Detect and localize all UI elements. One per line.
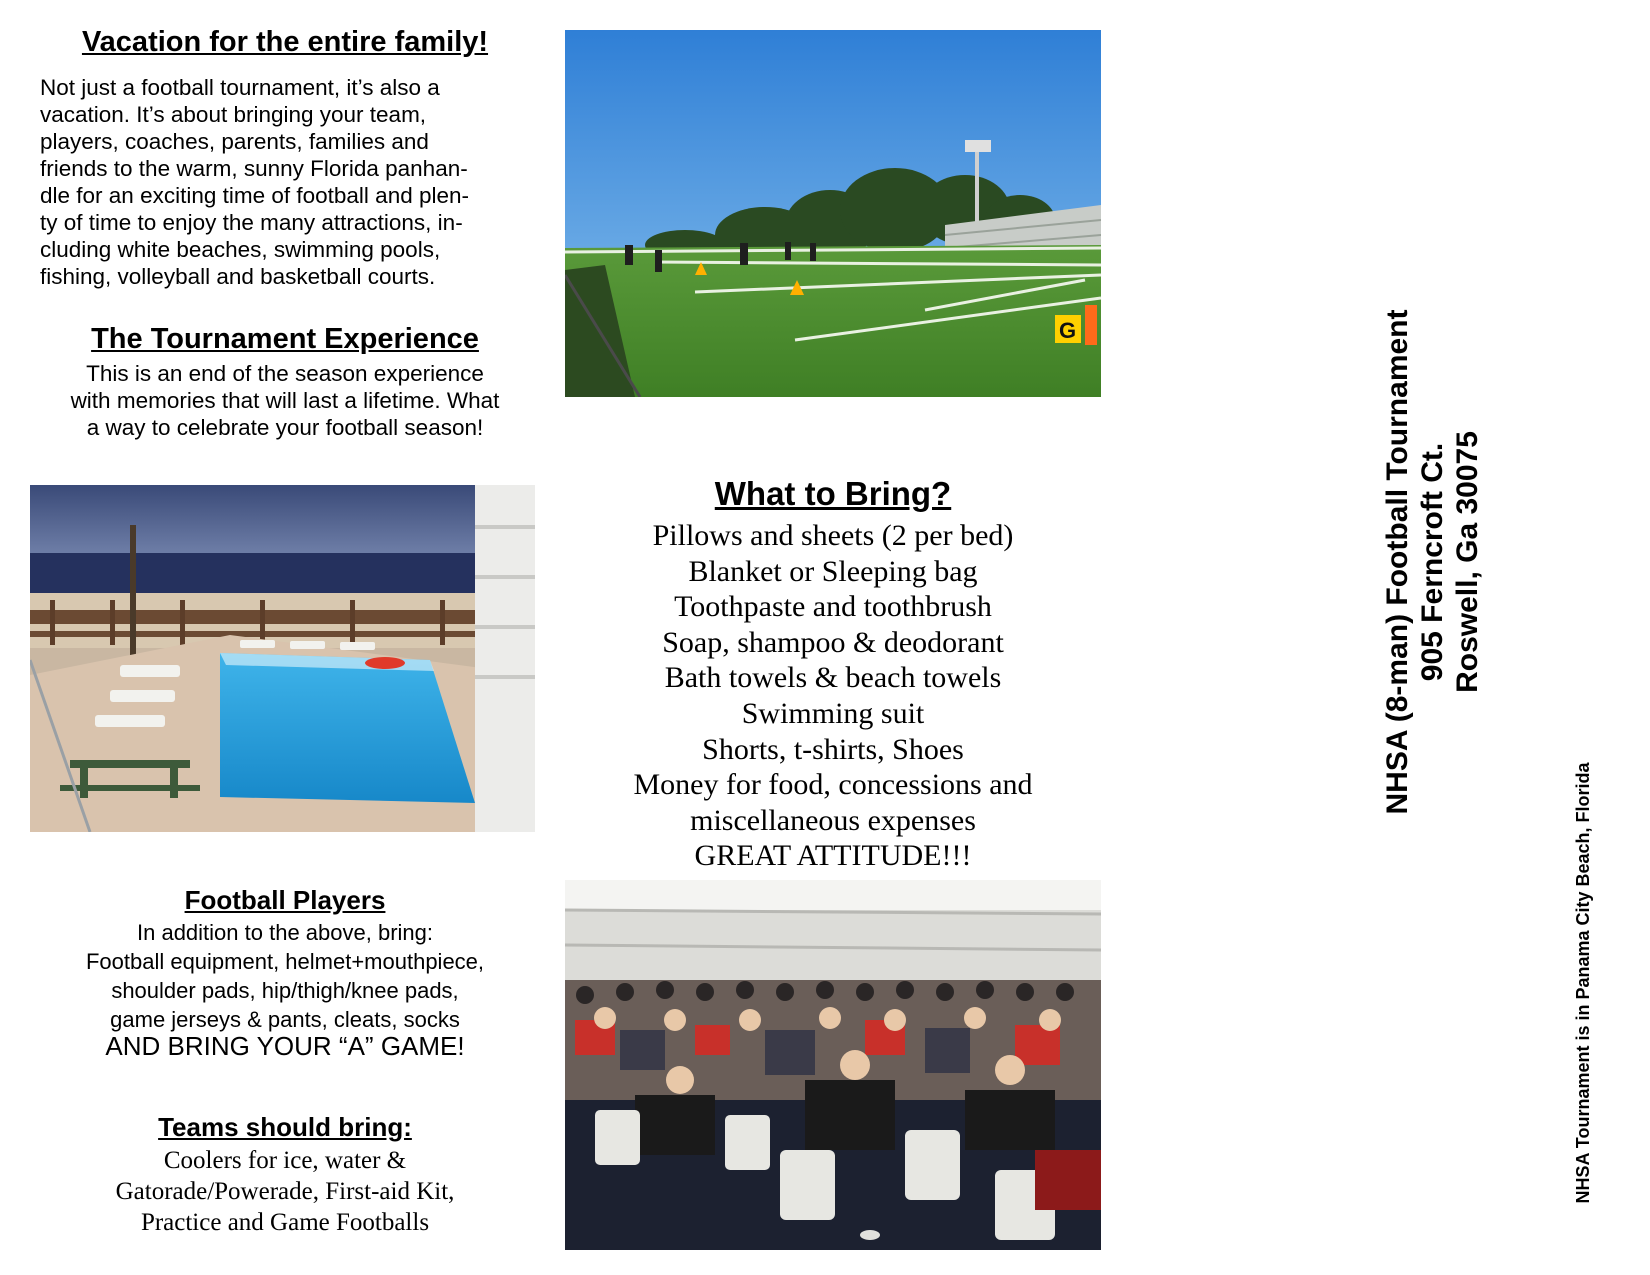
list-item: Soap, shampoo & deodorant (662, 625, 1004, 659)
svg-text:G: G (1059, 318, 1077, 343)
list-item: miscellaneous expenses (690, 803, 976, 837)
vacation-heading: Vacation for the entire family! (81, 26, 489, 58)
mailing-address-block (1380, 272, 1500, 852)
football-field-photo (565, 30, 1101, 397)
list-item: GREAT ATTITUDE!!! (694, 839, 972, 873)
tournament-experience-paragraph: This is an end of the season experience with memories that will last a lifetime. What a way to celebrate your football season! (70, 361, 500, 440)
what-to-bring-list (565, 518, 1101, 874)
crowd-meeting-photo (565, 880, 1101, 1250)
what-to-bring-heading: What to Bring? (714, 475, 952, 512)
vacation-paragraph: Not just a football tournament, it’s also a vacation. It’s about bringing your team, players, coaches, parents, families and friends to the warm, sunny Florida panhan- dle for an exciting time of football and plen- ty of time to enjoy the many attractions, in- cluding white beaches, swimming pools, fishing, volleyball and basketball courts. (40, 75, 470, 289)
city-state-zip: Roswell, Ga 30075 (1451, 431, 1484, 693)
organization-name: NHSA (8-man) Football Tournament (1381, 309, 1414, 815)
list-item: Shorts, t-shirts, Shoes (702, 732, 964, 766)
teams-bring-paragraph: Coolers for ice, water & Gatorade/Powerade, First-aid Kit, Practice and Game Footballs (115, 1147, 455, 1236)
list-item: Pillows and sheets (2 per bed) (652, 519, 1014, 552)
a-game-callout: AND BRING YOUR “A” GAME! (105, 1031, 465, 1061)
teams-bring-heading: Teams should bring: (158, 1112, 412, 1142)
list-item: Toothpaste and toothbrush (674, 590, 992, 624)
list-item: Money for food, concessions and (633, 768, 1033, 802)
tournament-experience-heading: The Tournament Experience (91, 323, 479, 355)
list-item: Blanket or Sleeping bag (688, 554, 978, 588)
pool-beach-photo (30, 485, 535, 832)
list-item: Swimming suit (741, 696, 925, 730)
football-players-heading: Football Players (184, 885, 386, 915)
street-address: 905 Ferncroft Ct. (1416, 442, 1449, 682)
football-players-paragraph: In addition to the above, bring: Football equipment, helmet+mouthpiece, shoulder pads, hip/thigh/knee pads, game jerseys & pants, cleats, socks (85, 920, 485, 1032)
list-item: Bath towels & beach towels (664, 661, 1002, 695)
tournament-location-note: NHSA Tournament is in Panama City Beach, Florida (1573, 762, 1593, 1204)
